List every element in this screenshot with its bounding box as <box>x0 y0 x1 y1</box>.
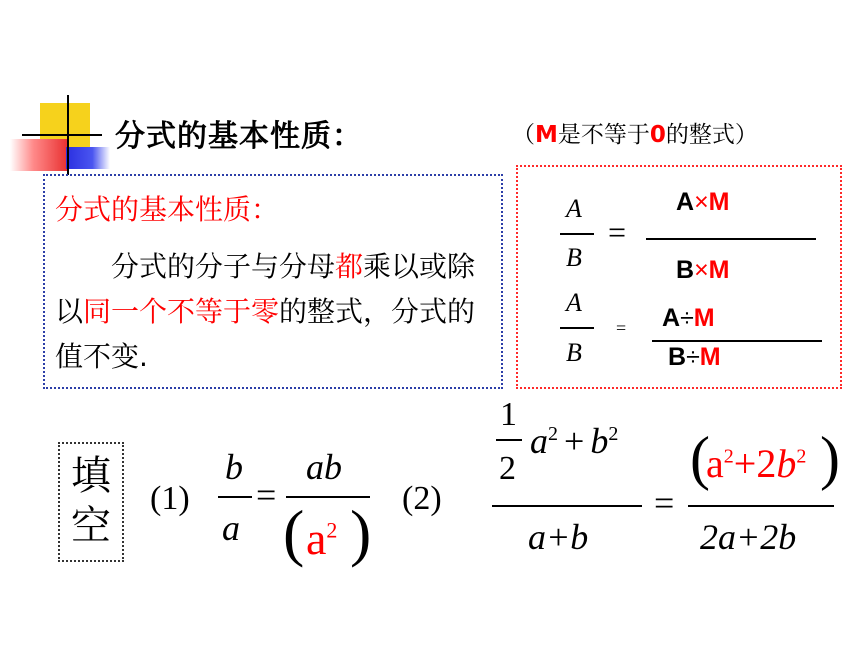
exercise-2-answer: $a^2+2b^2$ <box>706 441 807 486</box>
exercise-1-lhs-numerator: b <box>225 447 243 487</box>
page-title: 分式的基本性质： <box>115 119 363 154</box>
formula2-rhs-numerator: A÷M <box>662 304 715 332</box>
formula1-denominator-b: B <box>566 243 582 272</box>
exercise-2-left-paren: ( <box>690 425 710 491</box>
exercise-2-lhs-fraction-line <box>492 505 642 507</box>
exercise-2-number: (2) <box>402 480 442 517</box>
exercise-2-rhs-fraction-line <box>688 505 834 507</box>
formula1-fraction-line <box>560 233 594 235</box>
decorative-bar-blue <box>66 147 110 169</box>
exercise-1-right-paren: ) <box>350 497 372 568</box>
exercise-2-half-denominator: 2 <box>499 450 516 487</box>
exercise-1-rhs-numerator: ab <box>306 447 342 487</box>
formula2-equals: = <box>616 318 627 338</box>
definition-text: 分式的分子与分母都乘以或除以同一个不等于零的整式，分式的值不变. <box>55 250 476 373</box>
fill-in-label: 填空 <box>71 453 111 549</box>
formula2-denominator-b: B <box>566 338 582 367</box>
exercise-2-half-numerator: 1 <box>500 396 517 433</box>
formula2-fraction-line <box>560 327 594 329</box>
formula2-numerator-a: A <box>566 288 582 317</box>
exercise-2-right-paren: ) <box>820 425 840 491</box>
decorative-line-horizontal <box>22 134 102 136</box>
exercise-1-number: (1) <box>150 480 190 517</box>
exercise-1-equals: = <box>256 475 277 515</box>
exercise-1-lhs-fraction-line <box>218 496 252 498</box>
exercise-2-lhs-denominator: a+b <box>528 517 589 557</box>
exercise-2-equals: = <box>654 483 675 523</box>
exercise-2-rhs-denominator: 2a+2b <box>700 517 797 557</box>
exercise-1-left-paren: ( <box>283 497 305 568</box>
formula1-rhs-numerator: A×M <box>676 188 730 216</box>
formula2-rhs-denominator: B÷M <box>668 343 721 371</box>
formula1-equals: = <box>608 214 627 250</box>
formula1-numerator-a: A <box>566 194 582 223</box>
formula1-rhs-fraction-line <box>646 238 816 240</box>
exercise-1-answer: $a^2$ <box>306 513 338 564</box>
exercise-1-lhs-denominator: a <box>222 508 240 548</box>
condition-note: （M是不等于0的整式） <box>512 122 758 148</box>
exercise-2-lhs-numerator-terms: $a^2 + b^2$ <box>530 421 619 461</box>
formula1-rhs-denominator: B×M <box>676 256 730 284</box>
decorative-bar-red <box>10 139 68 171</box>
exercise-2-half-fraction-line <box>496 439 522 441</box>
formula2-rhs-fraction-line <box>652 340 822 342</box>
definition-label: 分式的基本性质： <box>55 193 280 226</box>
